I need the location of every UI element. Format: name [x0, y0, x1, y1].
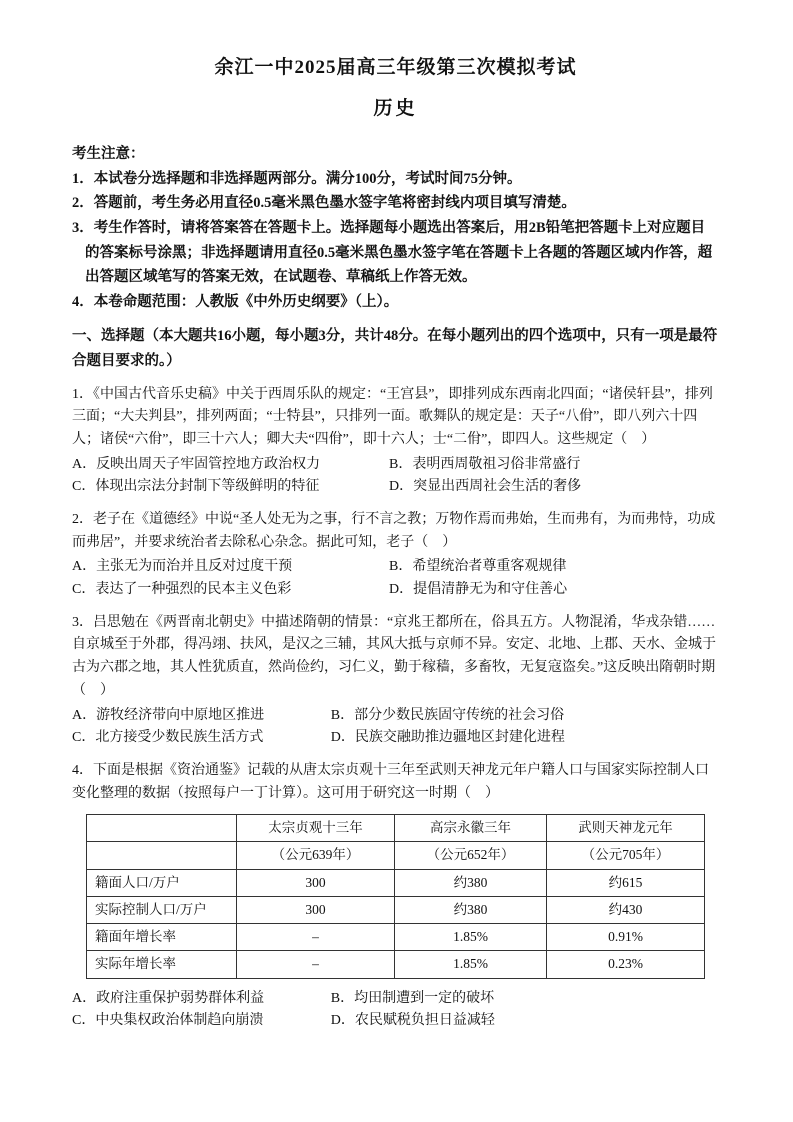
question-3 [72, 612, 719, 750]
table-cell: 1.85% [395, 951, 547, 978]
question-1-option-a: A．反映出周天子牢固管控地方政治权力 [72, 456, 321, 472]
table-cell: 约380 [395, 869, 547, 896]
question-2-option-d: D．提倡清静无为和守住善心 [389, 582, 568, 598]
question-3-option-b: B．部分少数民族固守传统的社会习俗 [330, 707, 565, 723]
notice-item-1: 1．本试卷分选择题和非选择题两部分。满分100分，考试时间75分钟。 [72, 170, 522, 187]
question-1 [72, 384, 719, 499]
table-row [87, 869, 705, 896]
table-header-row-year [87, 842, 705, 869]
question-1-option-c: C．体现出宗法分封制下等级鲜明的特征 [72, 479, 320, 495]
table-row-label: 籍面年增长率 [87, 924, 237, 951]
question-2-stem: 2．老子在《道德经》中说“圣人处无为之事，行不言之教；万物作焉而弗始，生而弗有，为而弗恃，功成而弗居”，并要求统治者去除私心杂念。据此可知，老子（ ） [72, 512, 716, 550]
table-cell: 0.23% [547, 951, 705, 978]
table-cell: 约615 [547, 869, 705, 896]
question-2 [72, 509, 719, 602]
table-cell: 300 [237, 896, 395, 923]
table-header-cell: （公元639年） [237, 842, 395, 869]
table-header-row-era [87, 815, 705, 842]
table-cell: 约430 [547, 896, 705, 923]
table-cell: 0.91% [547, 924, 705, 951]
notice-item-4: 4．本卷命题范围：人教版《中外历史纲要》（上）。 [72, 293, 399, 310]
question-1-option-b: B．表明西周敬祖习俗非常盛行 [389, 456, 581, 472]
question-4 [72, 760, 719, 1033]
question-4-option-d: D．农民赋税负担日益减轻 [330, 1013, 495, 1029]
question-2-option-b: B．希望统治者尊重客观规律 [389, 559, 567, 575]
question-3-options [72, 705, 719, 750]
population-table [86, 814, 705, 979]
notice-item-2: 2．答题前，考生务必用直径0.5毫米黑色墨水签字笔将密封线内项目填写清楚。 [72, 195, 576, 212]
question-1-stem: 1．《中国古代音乐史稿》中关于西周乐队的规定：“王宫县”，即排列成东西南北四面；“诸侯轩县”，排列三面；“大夫判县”，排列两面；“士特县”，只排列一面。歌舞队的规定是：天子“八佾”，即八列六十四人；诸侯“六佾”，即三十六人；卿大夫“四佾”，即十六人；士“二佾”，即四人。这些规定（ ） [72, 386, 713, 448]
table-cell: 约380 [395, 896, 547, 923]
table-cell: – [237, 924, 395, 951]
table-header-cell: 武则天神龙元年 [547, 815, 705, 842]
section-heading: 一、选择题（本大题共16小题，每小题3分，共计48分。在每小题列出的四个选项中，只有一项是最符合题目要求的。） [72, 328, 718, 370]
question-1-options [72, 454, 719, 499]
table-cell: 300 [237, 869, 395, 896]
question-4-stem: 4．下面是根据《资治通鉴》记载的从唐太宗贞观十三年至武则天神龙元年户籍人口与国家实际控制人口变化整理的数据（按照每户一丁计算）。这可用于研究这一时期（ ） [72, 762, 709, 801]
question-3-option-c: C．北方接受少数民族生活方式 [72, 730, 264, 746]
table-row-label: 籍面人口/万户 [87, 869, 237, 896]
table-header-cell: 太宗贞观十三年 [237, 815, 395, 842]
table-corner-cell [87, 815, 237, 842]
table-cell: – [237, 951, 395, 978]
table-header-cell: （公元705年） [547, 842, 705, 869]
table-row [87, 951, 705, 978]
question-4-option-b: B．均田制遭到一定的破坏 [330, 990, 495, 1006]
table-row [87, 896, 705, 923]
table-row-label: 实际年增长率 [87, 951, 237, 978]
notice-section [72, 142, 719, 314]
table-cell: 1.85% [395, 924, 547, 951]
question-2-option-a: A．主张无为而治并且反对过度干预 [72, 559, 293, 575]
table-row [87, 924, 705, 951]
question-2-options [72, 556, 719, 601]
notice-heading: 考生注意： [72, 146, 145, 162]
table-header-cell: 高宗永徽三年 [395, 815, 547, 842]
question-4-options [72, 988, 719, 1033]
question-1-option-d: D．突显出西周社会生活的奢侈 [389, 479, 582, 495]
table-row-label: 实际控制人口/万户 [87, 896, 237, 923]
question-4-option-c: C．中央集权政治体制趋向崩溃 [72, 1013, 264, 1029]
exam-subject: 历史 [373, 98, 418, 119]
question-4-option-a: A．政府注重保护弱势群体利益 [72, 990, 265, 1006]
notice-item-3: 3．考生作答时，请将答案答在答题卡上。选择题每小题选出答案后，用2B铅笔把答题卡上对应题目的答案标号涂黑；非选择题请用直径0.5毫米黑色墨水签字笔在答题卡上各题的答题区域内作答，超出答题区域笔写的答案无效，在试题卷、草稿纸上作答无效。 [72, 219, 713, 286]
question-2-option-c: C．表达了一种强烈的民本主义色彩 [72, 582, 292, 598]
table-corner-cell [87, 842, 237, 869]
exam-title: 余江一中2025届高三年级第三次模拟考试 [214, 57, 577, 78]
question-3-option-a: A．游牧经济带向中原地区推进 [72, 707, 265, 723]
question-3-option-d: D．民族交融助推边疆地区封建化进程 [330, 730, 565, 746]
table-header-cell: （公元652年） [395, 842, 547, 869]
question-3-stem: 3．吕思勉在《两晋南北朝史》中描述隋朝的情景：“京兆王都所在，俗具五方。人物混淆，华戎杂错……自京城至于外郡，得冯翊、扶风，是汉之三辅，其风大抵与京师不异。安定、北地、上郡、天水、金城于古为六郡之地，其人性犹质直，然尚俭约，习仁义，勤于稼穑，多畜牧，无复寇盗矣。”这反映出隋朝时期（ ） [72, 614, 716, 698]
